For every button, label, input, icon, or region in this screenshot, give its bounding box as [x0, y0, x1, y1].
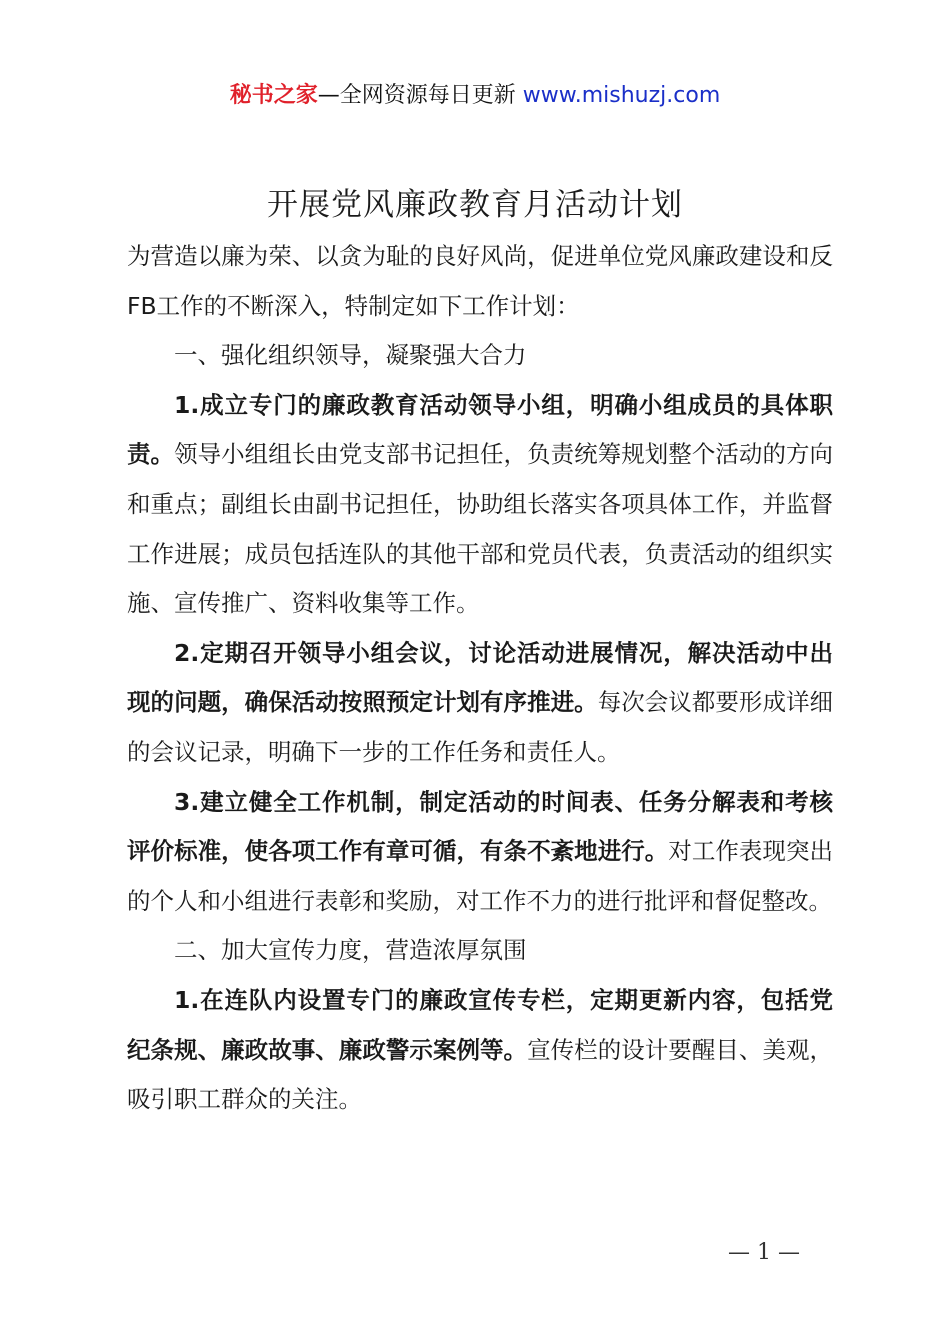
document-title: 开展党风廉政教育月活动计划	[267, 187, 683, 223]
item-bold-lead: 1.在连队内设置专门的廉政宣传专栏，定期更新内容，包括党纪条规、廉政故事、廉政警示案例等。	[127, 985, 833, 1064]
section-2-item-1	[127, 976, 833, 1125]
item-body: 领导小组组长由党支部书记担任，负责统筹规划整个活动的方向和重点；副组长由副书记担任，协助组长落实各项具体工作，并监督工作进展；成员包括连队的其他干部和党员代表，负责活动的组织实施、宣传推广、资料收集等工作。	[127, 440, 834, 618]
site-url-link[interactable]: www.mishuzj.com	[522, 83, 721, 108]
item-bold-lead: 1.成立专门的廉政教育活动领导小组，明确小组成员的具体职责。	[127, 390, 833, 469]
item-bold-lead: 2.定期召开领导小组会议，讨论活动进展情况，解决活动中出现的问题，确保活动按照预定计划有序推进。	[127, 638, 833, 717]
section-1-item-2	[127, 629, 833, 778]
item-bold-lead: 3.建立健全工作机制，制定活动的时间表、任务分解表和考核评价标准，使各项工作有章可循，有条不紊地进行。	[127, 787, 833, 866]
section-1-item-1	[127, 381, 833, 629]
section-heading-2: 二、加大宣传力度，营造浓厚氛围	[174, 936, 527, 965]
item-body: 每次会议都要形成详细的会议记录，明确下一步的工作任务和责任人。	[127, 688, 834, 766]
item-body: 宣传栏的设计要醒目、美观，吸引职工群众的关注。	[127, 1035, 834, 1114]
brand-name: 秘书之家	[229, 83, 318, 108]
document-body	[127, 232, 833, 1125]
intro-paragraph: 为营造以廉为荣、以贪为耻的良好风尚，促进单位党风廉政建设和反FB工作的不断深入，特制定如下工作计划：	[127, 242, 833, 320]
page-number: — 1 —	[728, 1240, 800, 1265]
section-heading-1: 一、强化组织领导，凝聚强大合力	[174, 341, 527, 370]
header-tagline: —全网资源每日更新	[317, 83, 523, 108]
section-1-item-3	[127, 778, 833, 927]
site-header	[0, 80, 950, 112]
item-body: 对工作表现突出的个人和小组进行表彰和奖励，对工作不力的进行批评和督促整改。	[127, 837, 834, 915]
